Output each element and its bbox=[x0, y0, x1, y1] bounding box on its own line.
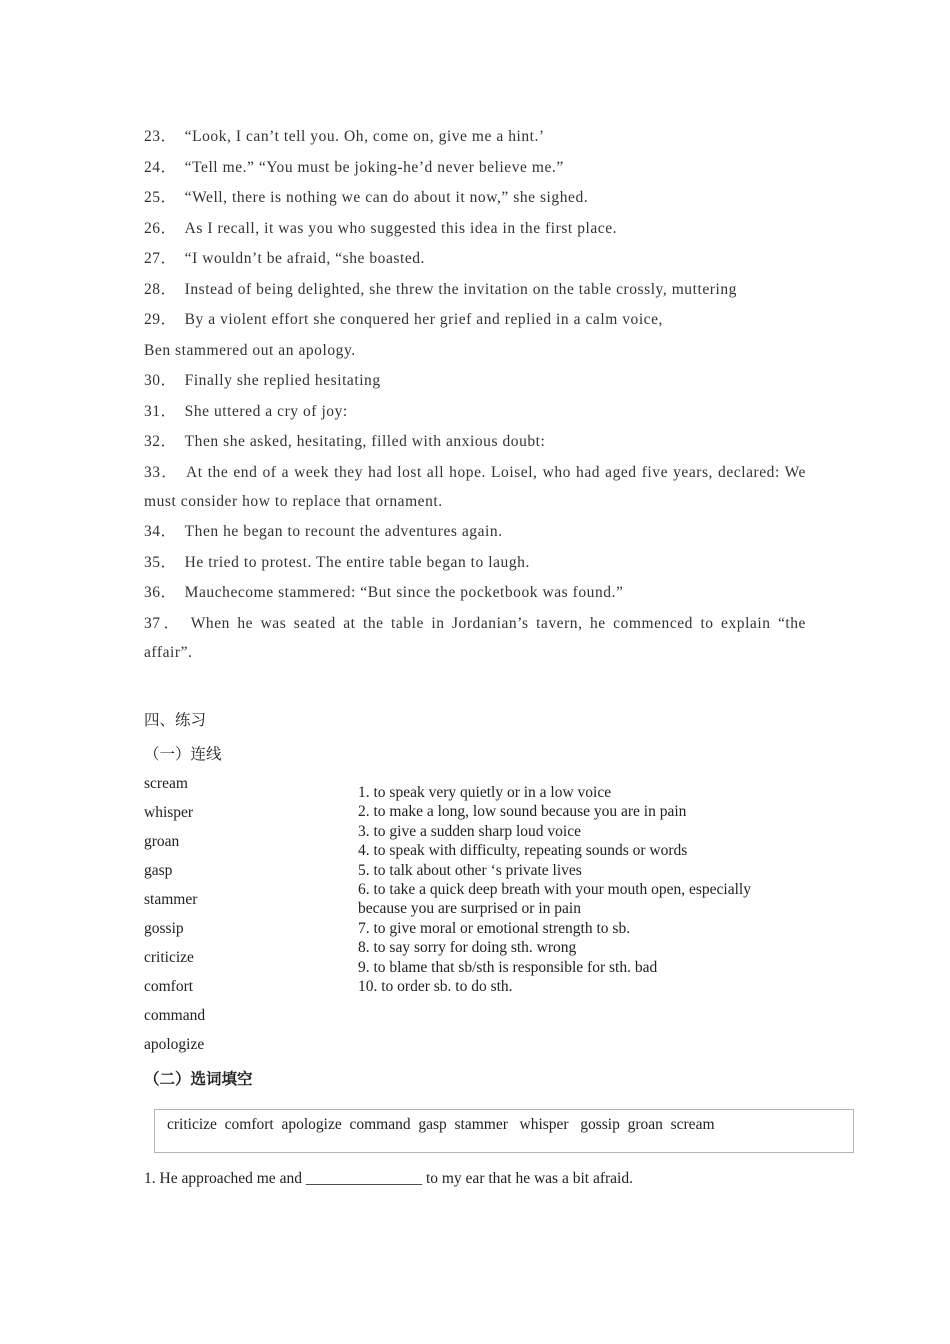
definition-item bbox=[358, 919, 808, 938]
vocab-word: gasp bbox=[144, 862, 173, 879]
sentence-text: At the end of a week they had lost all hope. Loisel, who had aged five years, declared: We must consider how to replace that ornament. bbox=[144, 463, 806, 510]
sentence-item bbox=[144, 609, 806, 667]
sentence-item bbox=[144, 305, 806, 334]
definition-text: to talk about other ‘s private lives bbox=[373, 861, 582, 879]
sentence-text: By a violent effort she conquered her grief and replied in a calm voice, bbox=[184, 311, 663, 328]
vocab-word: comfort bbox=[144, 978, 194, 995]
sentence-item bbox=[144, 153, 806, 182]
definition-item bbox=[358, 938, 808, 957]
definition-item bbox=[358, 977, 808, 996]
section-title: 四、练习 bbox=[144, 712, 207, 729]
definition-list bbox=[358, 783, 808, 996]
vocab-word: gossip bbox=[144, 920, 184, 937]
definition-text: to give a sudden sharp loud voice bbox=[373, 822, 581, 840]
sentence-number: 35． bbox=[144, 553, 177, 571]
sentence-item bbox=[144, 578, 806, 607]
definition-number: 1. bbox=[358, 784, 370, 801]
definition-text: to speak with difficulty, repeating sounds or words bbox=[373, 842, 688, 860]
vocab-word: whisper bbox=[144, 804, 194, 821]
definition-continuation: because you are surprised or in pain bbox=[358, 900, 581, 918]
sentence-item bbox=[144, 517, 806, 546]
part2-title: （二）选词填空 bbox=[144, 1071, 253, 1088]
sentence-item bbox=[144, 214, 806, 243]
sentence-item bbox=[144, 336, 806, 365]
definition-number: 2. bbox=[358, 803, 370, 821]
sentence-item bbox=[144, 122, 806, 151]
sentence-item bbox=[144, 275, 806, 304]
part1-title: （一）连线 bbox=[144, 746, 222, 763]
sentence-item bbox=[144, 183, 806, 212]
sentence-number: 23． bbox=[144, 128, 177, 145]
word-bank-box bbox=[154, 1109, 854, 1153]
sentence-number: 29． bbox=[144, 311, 177, 328]
sentence-item bbox=[144, 458, 806, 516]
vocab-word: criticize bbox=[144, 949, 194, 966]
sentence-number: 37． bbox=[144, 614, 183, 632]
definition-text: to take a quick deep breath with your mouth open, especially bbox=[373, 881, 751, 899]
sentence-number: 24． bbox=[144, 158, 177, 176]
vocab-word: groan bbox=[144, 833, 180, 850]
definition-item bbox=[358, 783, 808, 802]
vocab-word: stammer bbox=[144, 891, 198, 908]
sentence-text: When he was seated at the table in Jordanian’s tavern, he commenced to explain “the affair”. bbox=[144, 614, 806, 661]
definition-text: to give moral or emotional strength to sb. bbox=[373, 919, 631, 937]
sentence-text: Instead of being delighted, she threw the invitation on the table crossly, muttering bbox=[184, 280, 737, 298]
sentence-text: “Look, I can’t tell you. Oh, come on, give me a hint.’ bbox=[184, 128, 545, 145]
sentence-number: 31． bbox=[144, 402, 177, 420]
sentence-text: “Tell me.” “You must be joking-he’d never believe me.” bbox=[184, 158, 564, 176]
definition-item bbox=[358, 841, 808, 860]
definition-item bbox=[358, 822, 808, 841]
sentence-text: Ben stammered out an apology. bbox=[144, 341, 356, 359]
definition-number: 5. bbox=[358, 861, 370, 879]
vocab-word: command bbox=[144, 1007, 206, 1024]
sentence-item bbox=[144, 244, 806, 273]
sentence-text: Finally she replied hesitating bbox=[184, 372, 381, 389]
word-bank: criticize comfort apologize command gasp stammer whisper gossip groan scream bbox=[167, 1116, 715, 1133]
vocab-word: scream bbox=[144, 775, 188, 792]
definition-item bbox=[358, 861, 808, 880]
definition-text: to make a long, low sound because you are in pain bbox=[373, 803, 687, 821]
sentence-number: 30． bbox=[144, 372, 177, 389]
definition-item bbox=[358, 958, 808, 977]
definition-text: to speak very quietly or in a low voice bbox=[373, 784, 612, 801]
definition-number: 3. bbox=[358, 822, 370, 840]
word-list bbox=[144, 773, 205, 1063]
definition-number: 9. bbox=[358, 958, 370, 976]
definition-text: to blame that sb/sth is responsible for sth. bad bbox=[373, 958, 658, 976]
sentence-text: He tried to protest. The entire table began to laugh. bbox=[184, 553, 530, 571]
sentence-text: Then he began to recount the adventures again. bbox=[184, 523, 503, 540]
question-1: 1. He approached me and _______________ to my ear that he was a bit afraid. bbox=[144, 1170, 633, 1187]
definition-number: 8. bbox=[358, 939, 370, 957]
definition-text: to order sb. to do sth. bbox=[381, 978, 513, 996]
sentence-number: 26． bbox=[144, 219, 177, 237]
sentence-text: “Well, there is nothing we can do about it now,” she sighed. bbox=[184, 189, 589, 206]
definition-number: 10. bbox=[358, 978, 378, 996]
sentence-number: 28． bbox=[144, 280, 177, 298]
definition-number: 7. bbox=[358, 919, 370, 937]
definition-item bbox=[358, 880, 808, 899]
sentence-item bbox=[144, 427, 806, 456]
sentence-list bbox=[144, 122, 806, 668]
definition-number: 6. bbox=[358, 881, 370, 899]
sentence-text: Mauchecome stammered: “But since the pocketbook was found.” bbox=[184, 584, 624, 601]
sentence-number: 32． bbox=[144, 433, 177, 450]
sentence-item bbox=[144, 397, 806, 426]
sentence-text: As I recall, it was you who suggested this idea in the first place. bbox=[184, 219, 618, 237]
definition-item bbox=[358, 802, 808, 821]
definition-text: to say sorry for doing sth. wrong bbox=[373, 939, 577, 957]
vocab-word: apologize bbox=[144, 1036, 205, 1053]
sentence-number: 33． bbox=[144, 463, 178, 481]
sentence-number: 27． bbox=[144, 250, 177, 267]
sentence-number: 34． bbox=[144, 523, 177, 540]
sentence-text: Then she asked, hesitating, filled with anxious doubt: bbox=[184, 433, 546, 450]
sentence-text: “I wouldn’t be afraid, “she boasted. bbox=[184, 250, 425, 267]
sentence-number: 25． bbox=[144, 189, 177, 206]
definition-number: 4. bbox=[358, 842, 370, 860]
sentence-item bbox=[144, 548, 806, 577]
sentence-item bbox=[144, 366, 806, 395]
sentence-text: She uttered a cry of joy: bbox=[184, 402, 348, 420]
sentence-number: 36． bbox=[144, 584, 177, 601]
